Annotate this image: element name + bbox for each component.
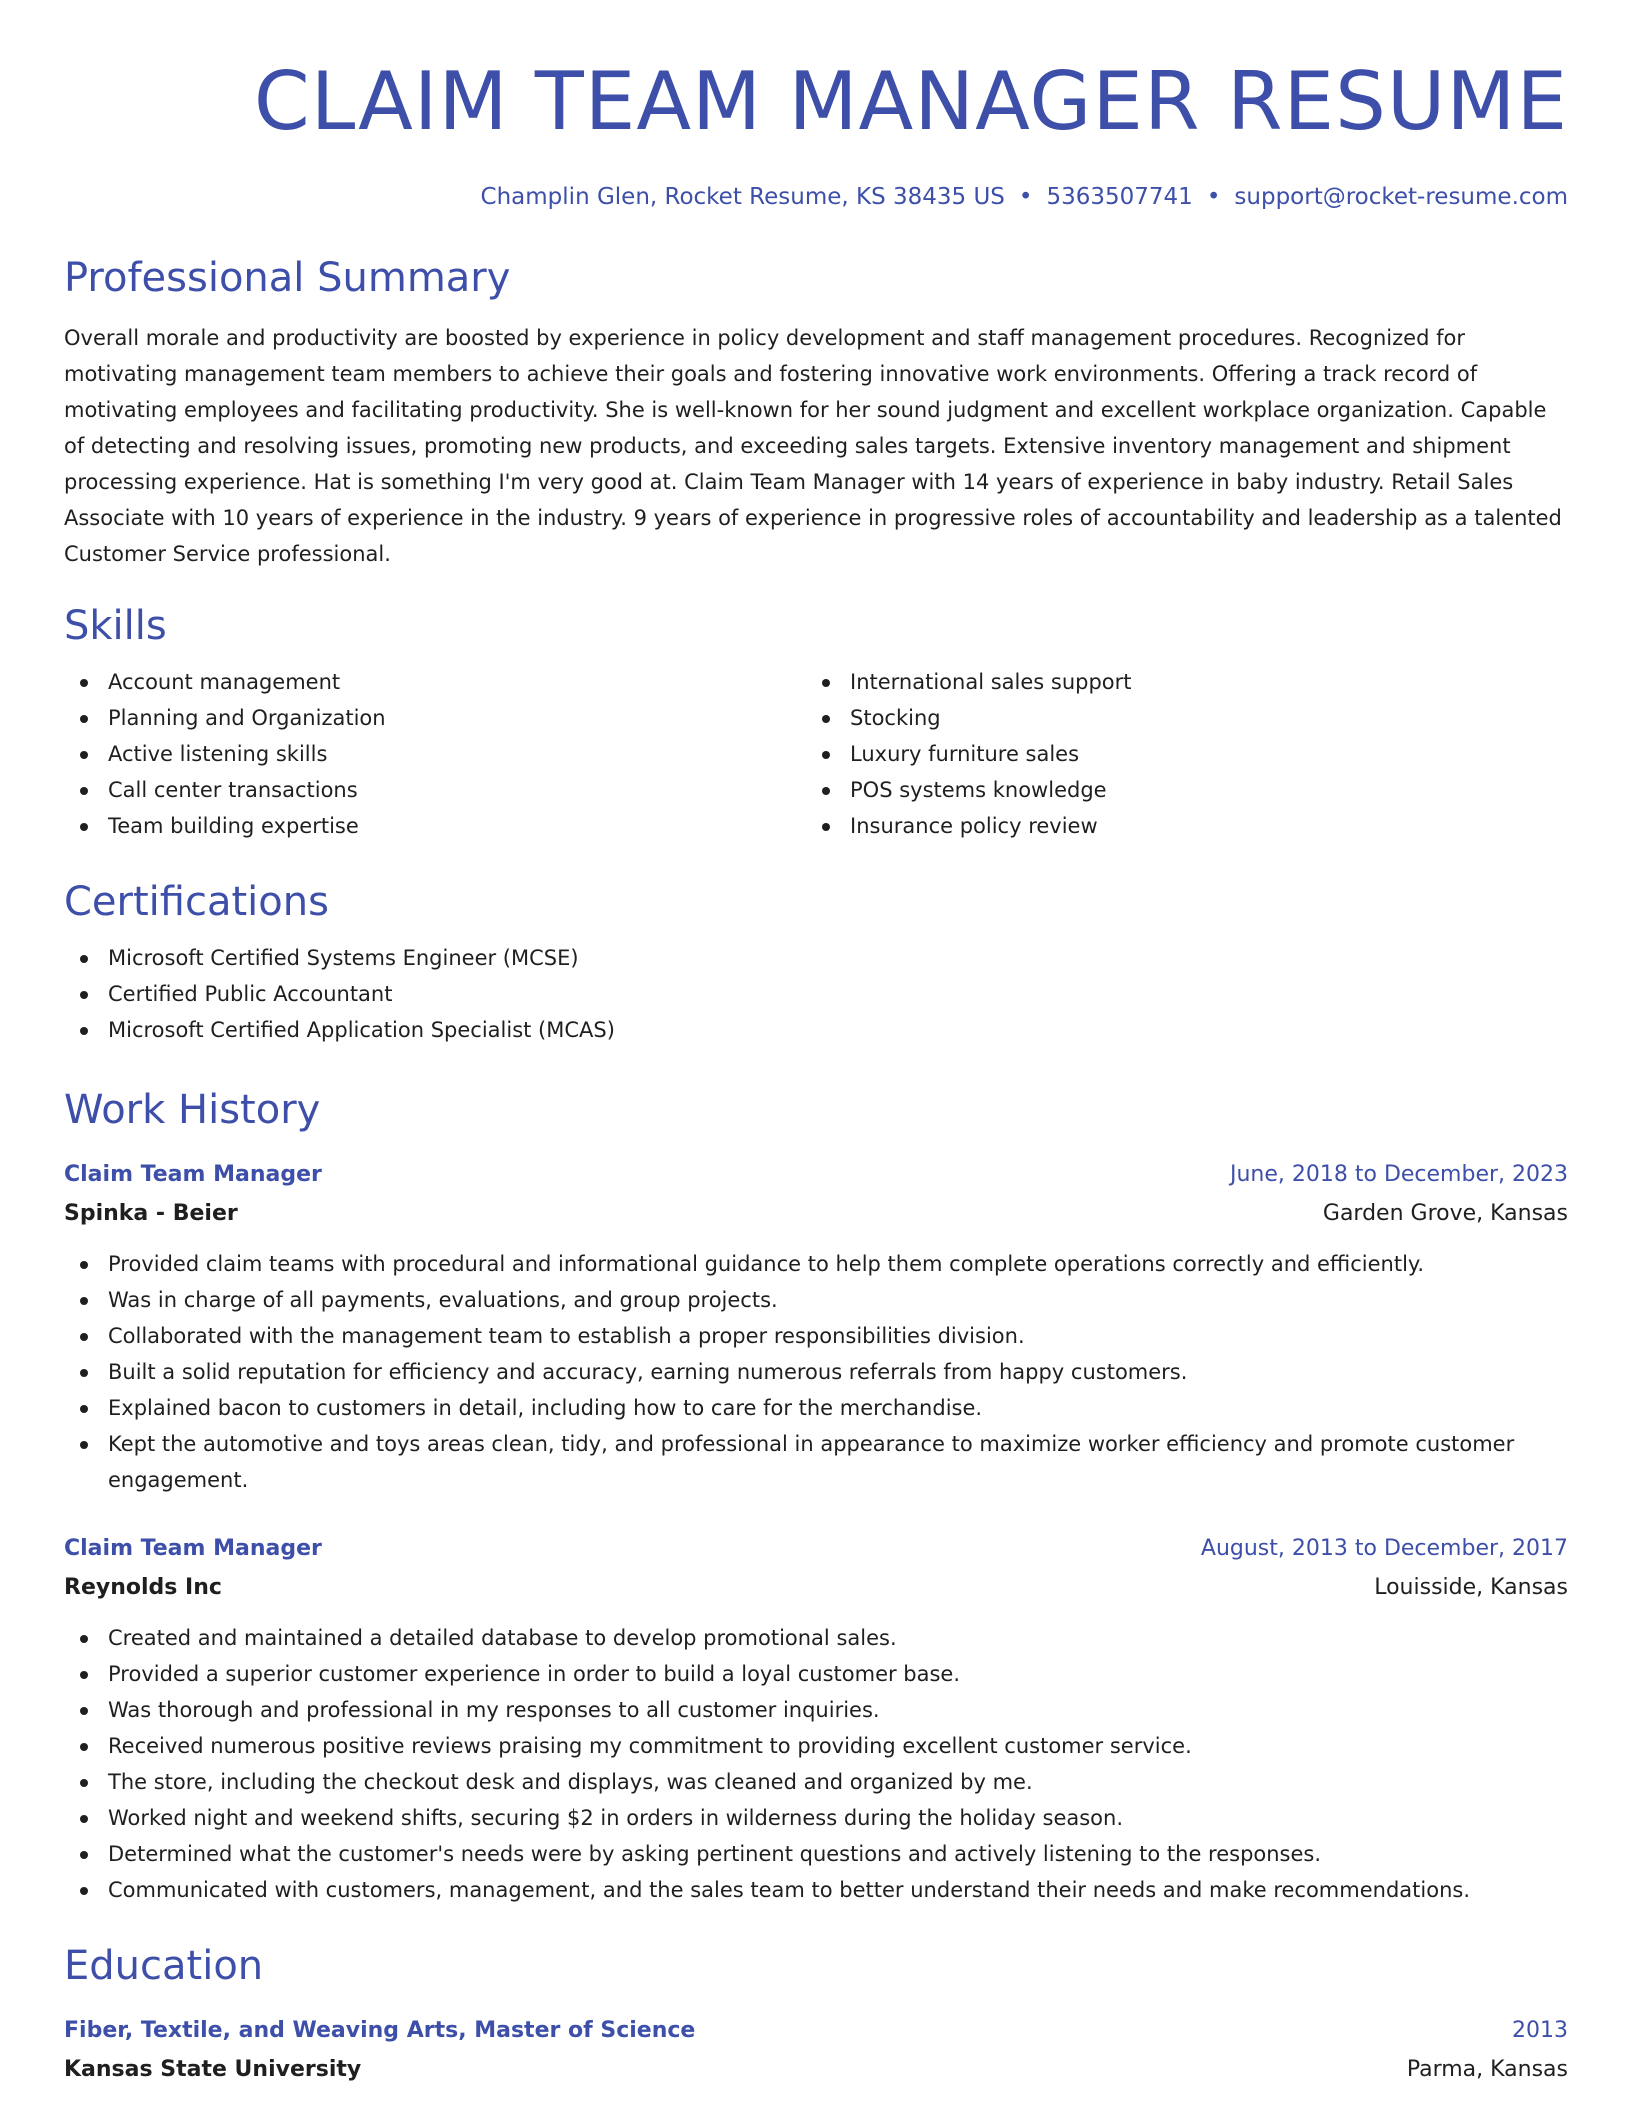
job-bullet: Received numerous positive reviews praising my commitment to providing excellent customer service. bbox=[64, 1728, 1568, 1764]
education-degree: Fiber, Textile, and Weaving Arts, Master of Science bbox=[64, 2018, 696, 2043]
education-header bbox=[64, 2012, 1568, 2050]
education-subheader bbox=[64, 2050, 1568, 2090]
job-bullet: Provided claim teams with procedural and informational guidance to help them complete operations correctly and efficiently. bbox=[64, 1246, 1568, 1282]
certification-item: Microsoft Certified Systems Engineer (MCSE) bbox=[64, 940, 1568, 976]
job-bullet: The store, including the checkout desk and displays, was cleaned and organized by me. bbox=[64, 1764, 1568, 1800]
job-location: Garden Grove, Kansas bbox=[1322, 1201, 1568, 1226]
job-bullets bbox=[64, 1246, 1568, 1498]
skills-heading: Skills bbox=[64, 603, 167, 649]
job-title: Claim Team Manager bbox=[64, 1536, 322, 1561]
job-header bbox=[64, 1156, 1568, 1194]
skill-item: Active listening skills bbox=[64, 736, 806, 772]
education-entry bbox=[64, 2012, 1568, 2090]
job-dates: June, 2018 to December, 2023 bbox=[1229, 1162, 1568, 1187]
education-school: Kansas State University bbox=[64, 2057, 362, 2082]
summary-text: Overall morale and productivity are boosted by experience in policy development and staff management procedures. Recognized for motivating management team members to achieve their goals and fostering innovative work environments. Offering a track record of motivating employees and facilitating productivity. She is well-known for her sound judgment and excellent workplace organization. Capable of detecting and resolving issues, promoting new products, and exceeding sales targets. Extensive inventory management and shipment processing experience. Hat is something I'm very good at. Claim Team Manager with 14 years of experience in baby industry. Retail Sales Associate with 10 years of experience in the industry. 9 years of experience in progressive roles of accountability and leadership as a talented Customer Service professional. bbox=[64, 326, 1562, 566]
education-location: Parma, Kansas bbox=[1406, 2057, 1568, 2082]
contact-line bbox=[64, 182, 1568, 212]
contact-address: Champlin Glen, Rocket Resume, KS 38435 US bbox=[480, 184, 1005, 210]
certifications-section bbox=[64, 878, 1568, 1048]
education-heading: Education bbox=[64, 1943, 264, 1989]
job-entry bbox=[64, 1156, 1568, 1498]
certifications-heading: Certifications bbox=[64, 879, 329, 925]
skill-item: Luxury furniture sales bbox=[806, 736, 1548, 772]
certification-item: Certified Public Accountant bbox=[64, 976, 1568, 1012]
job-subheader bbox=[64, 1194, 1568, 1234]
education-year: 2013 bbox=[1512, 2018, 1568, 2043]
job-bullet: Worked night and weekend shifts, securing $2 in orders in wilderness during the holiday season. bbox=[64, 1800, 1568, 1836]
work-history-heading: Work History bbox=[64, 1087, 321, 1133]
job-entry bbox=[64, 1530, 1568, 1908]
job-bullet: Created and maintained a detailed database to develop promotional sales. bbox=[64, 1620, 1568, 1656]
summary-heading: Professional Summary bbox=[64, 255, 511, 301]
education-section bbox=[64, 1942, 1568, 2090]
skill-item: Call center transactions bbox=[64, 772, 806, 808]
summary-section bbox=[64, 254, 1568, 572]
job-bullet: Communicated with customers, management, and the sales team to better understand their needs and make recommendations. bbox=[64, 1872, 1568, 1908]
certifications-list bbox=[64, 940, 1568, 1048]
contact-separator: • bbox=[1206, 184, 1221, 210]
job-subheader bbox=[64, 1568, 1568, 1608]
job-title: Claim Team Manager bbox=[64, 1162, 322, 1187]
job-company: Reynolds Inc bbox=[64, 1575, 222, 1600]
skills-list-left bbox=[64, 664, 806, 844]
job-location: Louisside, Kansas bbox=[1374, 1575, 1568, 1600]
job-bullet: Collaborated with the management team to establish a proper responsibilities division. bbox=[64, 1318, 1568, 1354]
skill-item: Team building expertise bbox=[64, 808, 806, 844]
job-bullet: Provided a superior customer experience in order to build a loyal customer base. bbox=[64, 1656, 1568, 1692]
job-bullet: Was in charge of all payments, evaluations, and group projects. bbox=[64, 1282, 1568, 1318]
job-header bbox=[64, 1530, 1568, 1568]
job-bullet: Built a solid reputation for efficiency and accuracy, earning numerous referrals from happy customers. bbox=[64, 1354, 1568, 1390]
skill-item: Insurance policy review bbox=[806, 808, 1548, 844]
resume-title: CLAIM TEAM MANAGER RESUME bbox=[253, 55, 1568, 148]
job-bullet: Explained bacon to customers in detail, including how to care for the merchandise. bbox=[64, 1390, 1568, 1426]
skill-item: Account management bbox=[64, 664, 806, 700]
skills-list-right bbox=[806, 664, 1548, 844]
job-company: Spinka - Beier bbox=[64, 1201, 238, 1226]
certification-item: Microsoft Certified Application Specialist (MCAS) bbox=[64, 1012, 1568, 1048]
skill-item: Planning and Organization bbox=[64, 700, 806, 736]
resume-page bbox=[64, 0, 1568, 2090]
contact-email: support@rocket-resume.com bbox=[1234, 184, 1568, 210]
work-history-section bbox=[64, 1086, 1568, 1908]
skills-section bbox=[64, 602, 1568, 844]
job-bullet: Was thorough and professional in my responses to all customer inquiries. bbox=[64, 1692, 1568, 1728]
skill-item: POS systems knowledge bbox=[806, 772, 1548, 808]
job-dates: August, 2013 to December, 2017 bbox=[1200, 1536, 1568, 1561]
job-bullet: Kept the automotive and toys areas clean, tidy, and professional in appearance to maximize worker efficiency and promote customer engagement. bbox=[64, 1426, 1568, 1498]
contact-phone: 5363507741 bbox=[1046, 184, 1193, 210]
job-bullet: Determined what the customer's needs were by asking pertinent questions and actively listening to the responses. bbox=[64, 1836, 1568, 1872]
skill-item: Stocking bbox=[806, 700, 1548, 736]
skill-item: International sales support bbox=[806, 664, 1548, 700]
contact-separator: • bbox=[1018, 184, 1033, 210]
skills-grid bbox=[64, 664, 1568, 844]
job-bullets bbox=[64, 1620, 1568, 1908]
